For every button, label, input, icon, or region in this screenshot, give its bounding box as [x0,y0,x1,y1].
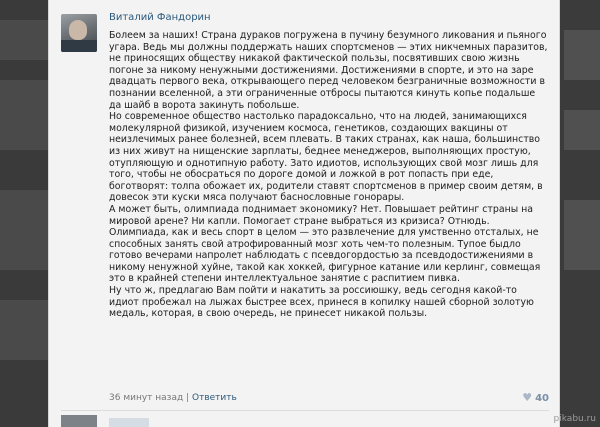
comment-meta [109,393,237,403]
like-button[interactable] [522,391,549,404]
background-left-panel [0,0,48,427]
next-comment-author[interactable] [109,418,149,427]
author-name-link[interactable]: Виталий Фандорин [109,12,211,23]
background-right-panel [560,0,600,427]
comment-paragraph: Но современное общество настолько парадоксально, что на людей, занимающихся молекулярной физикой, изучением космоса, генетиков, создающих вакцины от неизлечимых ранее болезней, всем плевать. В таких странах, как наша, большинство из них живут на нищенские зарплаты, беднее менеджеров, выполняющих простую, отупляющую и однотипную работу. Зато идиотов, использующих свой мозг лишь для того, чтобы не обосраться по дороге домой и ложкой в рот попасть при еде, боготворят: толпа обожает их, родители ставят спортсменов в пример своим детям, в довесок эти куски мяса получают баснословные гонорары. [109,111,543,204]
comment-divider [61,410,549,411]
comment-text [109,30,549,320]
comment-timestamp[interactable]: 36 минут назад [109,393,184,403]
like-count: 40 [535,393,549,404]
watermark: pikabu.ru [553,414,596,424]
author-avatar[interactable] [61,14,97,52]
comment-paragraph: Болеем за наших! Страна дураков погружена в пучину безумного ликования и пьяного угара. Ведь мы должны поддержать наших спортсменов — этих никчемных паразитов, не приносящих обществу никакой фактической пользы, посвятивших свою жизнь погоне за никому ненужными достижениями. Достижениями в спорте, и это на заре двадцать первого века, открывающего перед человеком безграничные возможности в познании вселенной, а эти ограниченные отбросы пытаются кинуть копье подальше да шайб в ворота закинуть побольше. [109,30,548,111]
next-comment-avatar[interactable] [61,415,97,427]
comment-paragraph: А может быть, олимпиада поднимает экономику? Нет. Повышает рейтинг страны на мировой арене? Ни капли. Помогает стране выбраться из кризиса? Отнюдь. Олимпиада, как и весь спорт в целом — это развлечение для умственно отсталых, не способных занять свой атрофированный мозг хоть чем-то полезным. Тупое быдло готово вечерами напролет наблюдать с псевдогордостью за псевдодостижениями в никому ненужной хуйне, такой как хоккей, фигурное катание или керлинг, совмещая это в крайней степени интеллектуальное занятие с распитием пивка. [109,203,541,285]
reply-link[interactable]: Ответить [192,393,237,403]
meta-separator: | [186,393,190,403]
comment-paragraph: Ну что ж, предлагаю Вам пойти и накатить за россиюшку, ведь сегодня какой-то идиот пробежал на лыжах быстрее всех, принеся в копилку нашей сборной золотую медаль, которая, в свою очередь, не принесет никакой пользы. [109,285,534,320]
comment-card [48,0,560,427]
heart-icon: ♥ [522,391,533,404]
